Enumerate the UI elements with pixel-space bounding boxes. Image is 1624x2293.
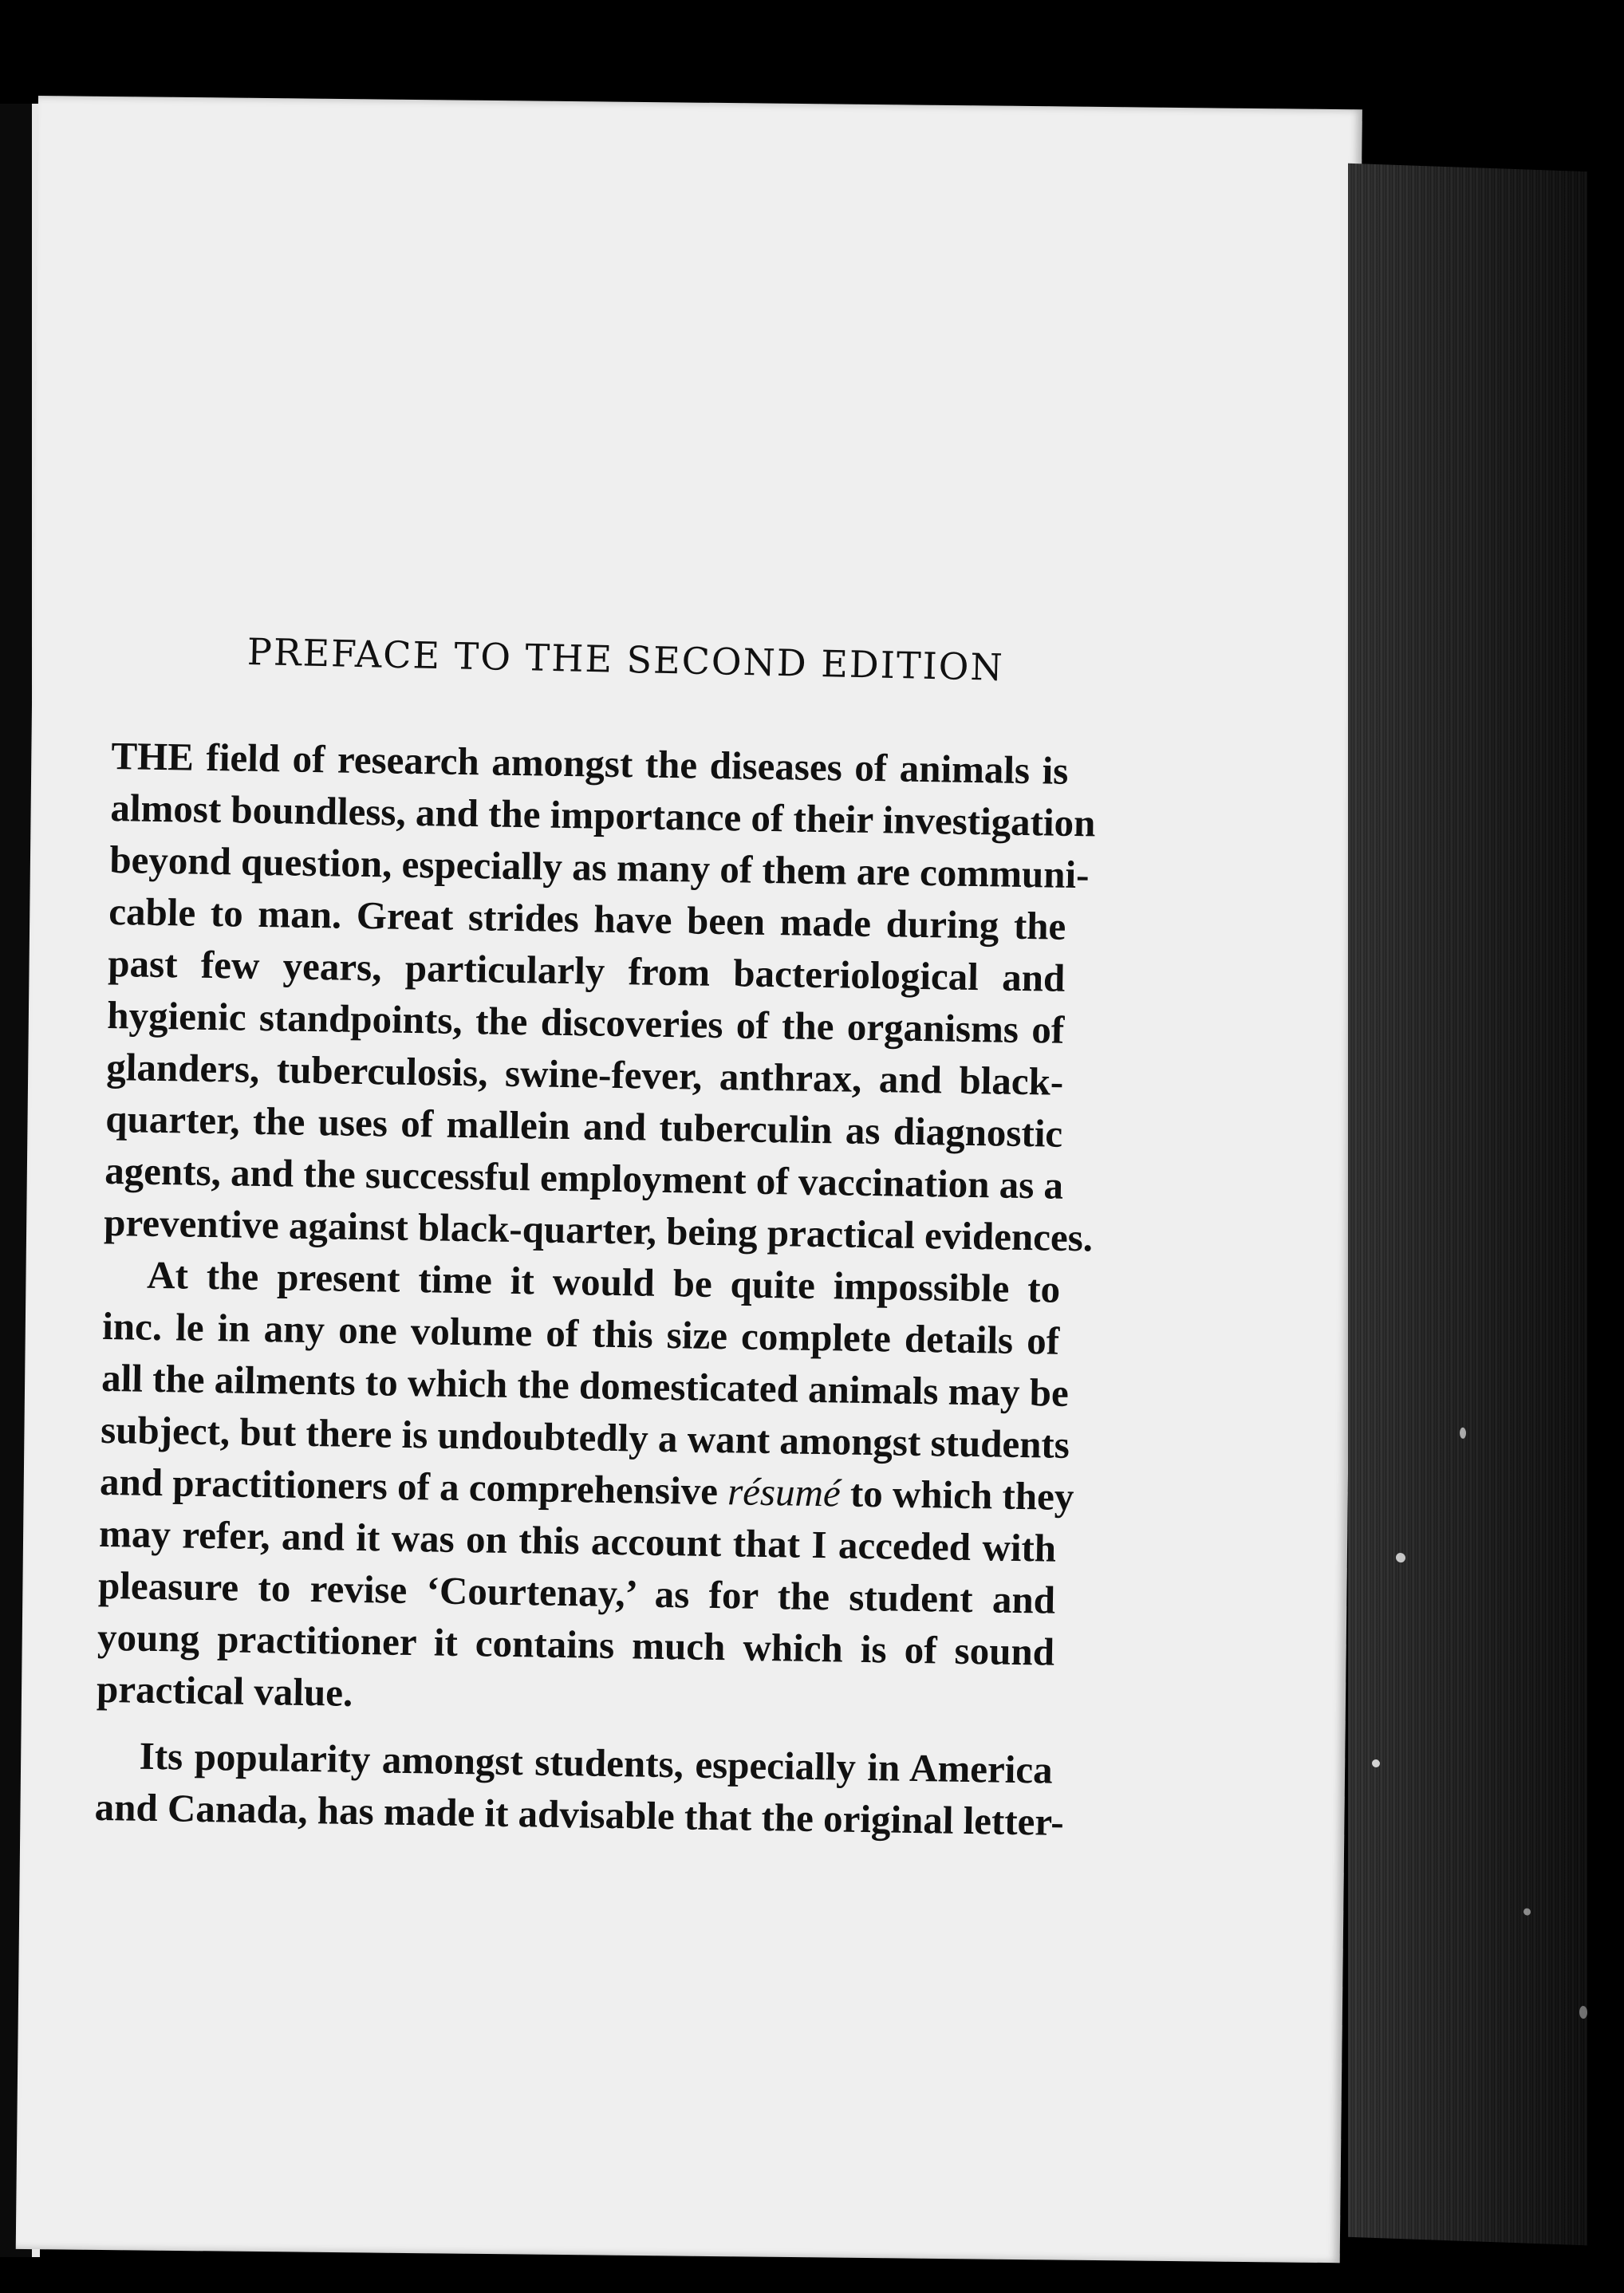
text-line: young practitioner it contains much which is of sound bbox=[97, 1614, 1055, 1674]
page-title: PREFACE TO THE SECOND EDITION bbox=[246, 630, 1005, 689]
book-fore-edge bbox=[1348, 164, 1587, 2245]
text-line: THE field of research amongst the diseases of animals is bbox=[111, 733, 1069, 793]
text-line: all the ailments to which the domesticated animals may be bbox=[101, 1355, 1070, 1415]
dust-speck bbox=[1579, 2006, 1587, 2019]
text-line: almost boundless, and the importance of their investigation bbox=[110, 785, 1096, 845]
text-line: Its popularity amongst students, especially in America bbox=[139, 1733, 1054, 1792]
dust-speck bbox=[1396, 1553, 1405, 1562]
text-line: past few years, particularly from bacteriological and bbox=[107, 940, 1066, 1000]
dust-speck bbox=[1523, 1908, 1531, 1915]
text-line: and Canada, has made it advisable that the original letter- bbox=[94, 1784, 1065, 1844]
text-line: beyond question, especially as many of them are communi- bbox=[109, 837, 1090, 897]
dust-speck bbox=[1372, 1759, 1380, 1767]
text-line: quarter, the uses of mallein and tuberculin as diagnostic bbox=[104, 1096, 1063, 1156]
text-segment: to which they bbox=[849, 1471, 1074, 1519]
text-line: glanders, tuberculosis, swine-fever, anthrax, and black- bbox=[105, 1044, 1064, 1104]
text-line: practical value. bbox=[96, 1666, 353, 1715]
text-line: inc. le in any one volume of this size complete details of bbox=[101, 1303, 1060, 1363]
text-segment: and practitioners of a comprehensive bbox=[99, 1459, 719, 1514]
text-line: subject, but there is undoubtedly a want amongst students bbox=[100, 1407, 1070, 1467]
preface-text bbox=[94, 730, 1096, 1848]
text-line: preventive against black-quarter, being practical evidences. bbox=[103, 1200, 1094, 1260]
text-line: may refer, and it was on this account that I acceded with bbox=[98, 1511, 1057, 1570]
text-line: agents, and the successful employment of vaccination as a bbox=[104, 1148, 1064, 1208]
text-line: pleasure to revise ‘Courtenay,’ as for the student and bbox=[97, 1562, 1056, 1622]
text-line: cable to man. Great strides have been made during the bbox=[108, 888, 1066, 948]
italic-word: résumé bbox=[727, 1469, 842, 1515]
text-line: At the present time it would be quite impossible to bbox=[146, 1252, 1061, 1311]
text-line: hygienic standpoints, the discoveries of the organisms of bbox=[106, 992, 1065, 1052]
dust-speck bbox=[1460, 1428, 1466, 1439]
